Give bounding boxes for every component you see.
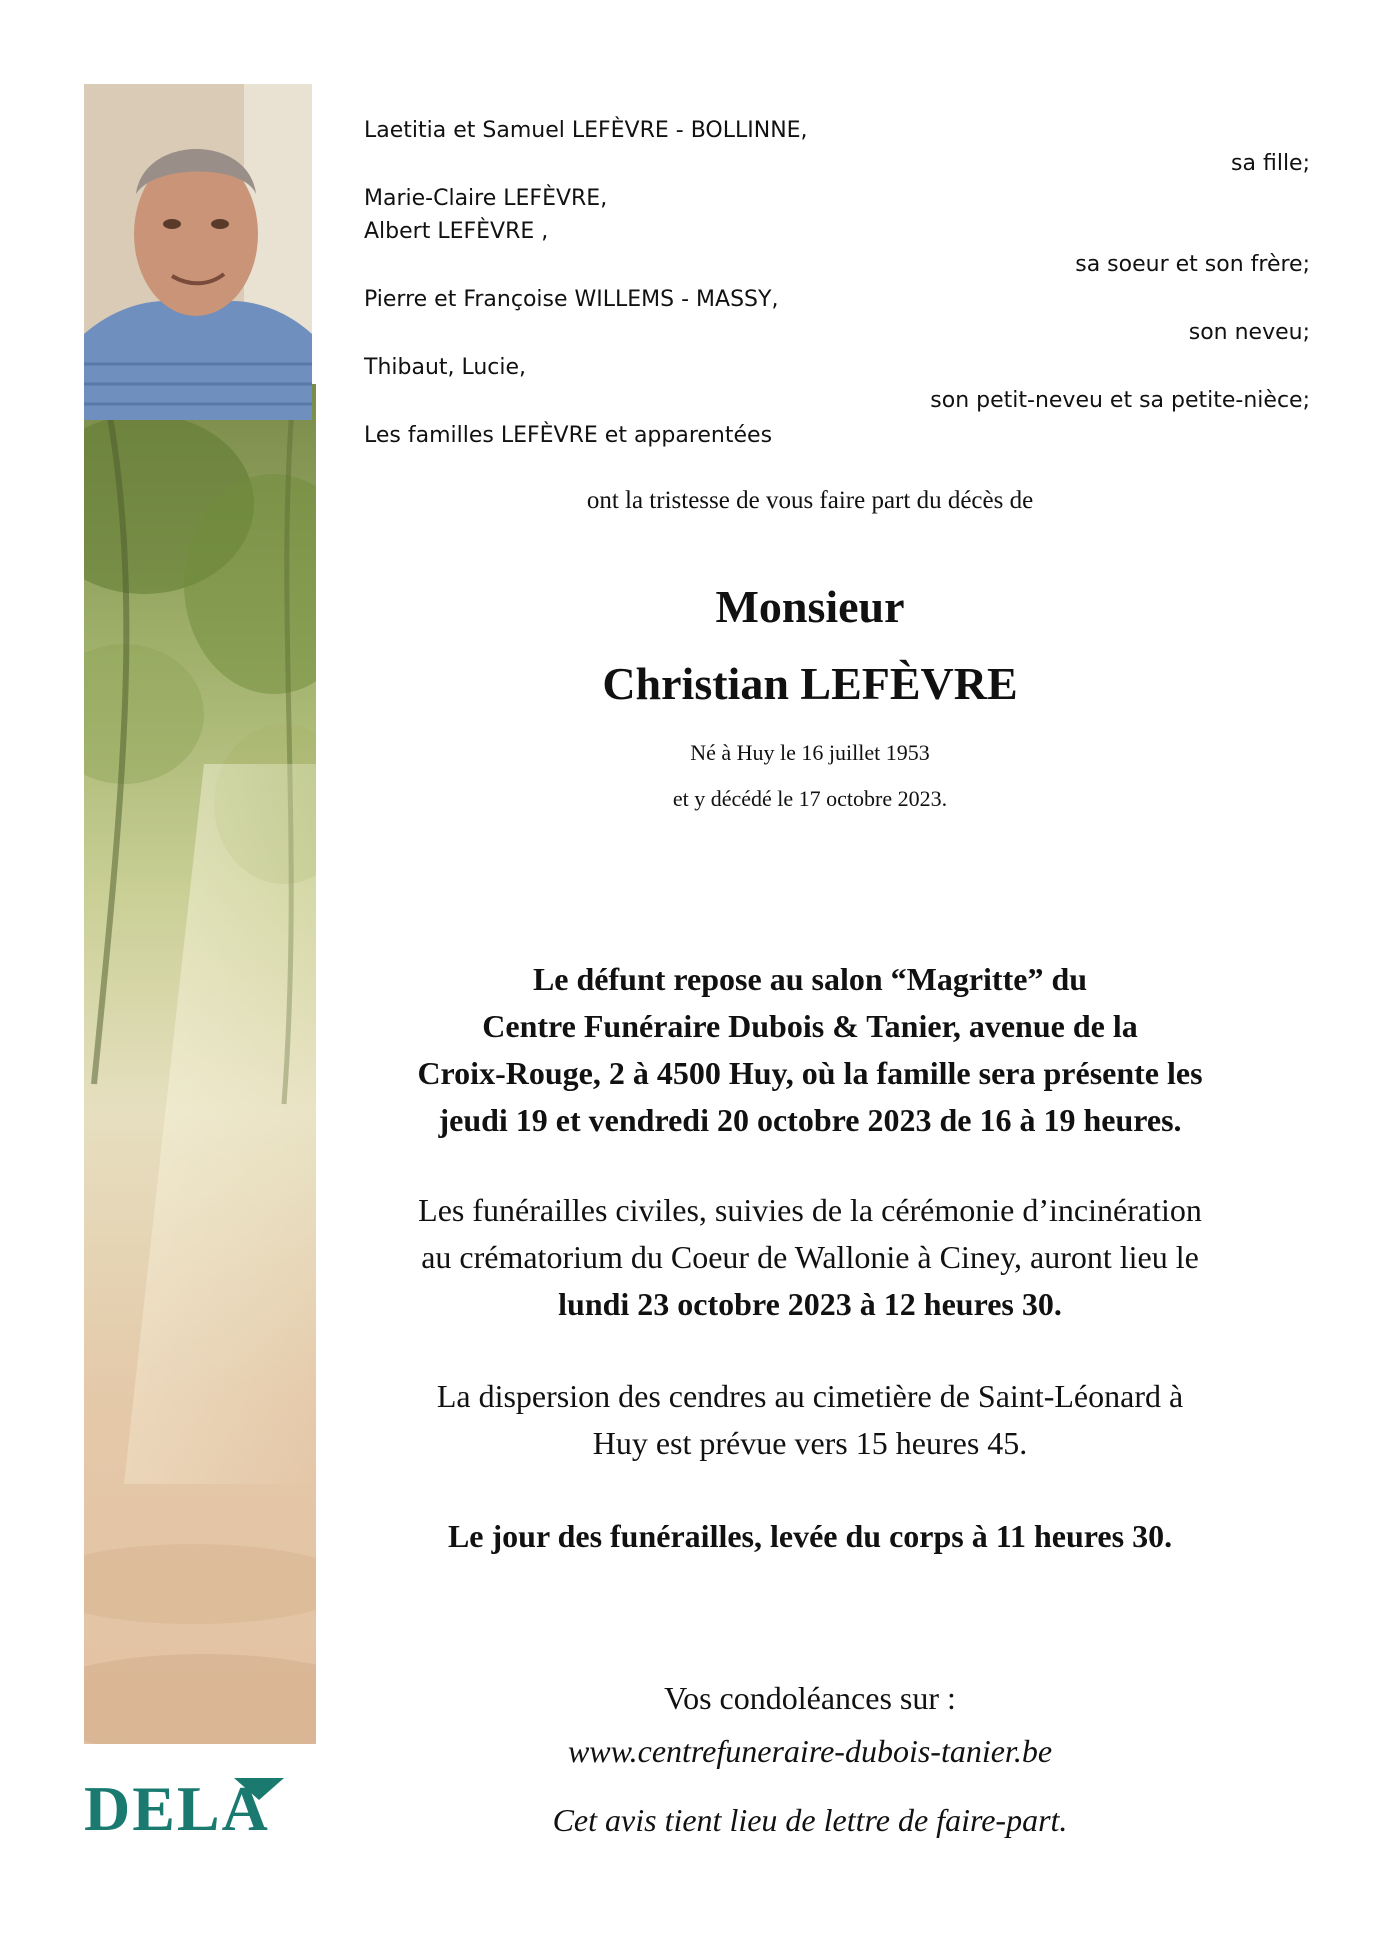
website-link[interactable]: www.centrefuneraire-dubois-tanier.be <box>567 1733 1053 1769</box>
announcement-intro: ont la tristesse de vous faire part du décès de <box>586 487 1034 514</box>
family-names-3: Pierre et Françoise WILLEMS - MASSY, <box>364 287 779 312</box>
portrait-photo <box>84 84 312 420</box>
dispersion-line: La dispersion des cendres au cimetière de Saint-Léonard à <box>436 1378 1184 1414</box>
repose-line: Le défunt repose au salon “Magritte” du <box>532 961 1088 997</box>
forest-path-image <box>84 384 316 1744</box>
notice-note: Cet avis tient lieu de lettre de faire-part. <box>552 1802 1068 1838</box>
funeral-paragraph <box>340 1187 1280 1328</box>
dispersion-line: Huy est prévue vers 15 heures 45. <box>592 1425 1028 1461</box>
funeral-line: au crématorium du Coeur de Wallonie à Ciney, auront lieu le <box>421 1239 1199 1275</box>
repose-line: Croix-Rouge, 2 à 4500 Huy, où la famille sera présente les <box>417 1055 1203 1091</box>
family-names-2b: Albert LEFÈVRE , <box>364 219 549 244</box>
condolences-label: Vos condoléances sur : <box>664 1680 956 1716</box>
funeral-date: lundi 23 octobre 2023 à 12 heures 30. <box>558 1286 1062 1322</box>
death-info: et y décédé le 17 octobre 2023. <box>672 786 948 811</box>
dela-logo <box>84 1770 316 1840</box>
side-image-column <box>84 84 316 1744</box>
family-relation-4: son petit-neveu et sa petite-nièce; <box>930 388 1310 413</box>
funeral-line: Les funérailles civiles, suivies de la cérémonie d’incinération <box>418 1192 1202 1228</box>
family-names-2a: Marie-Claire LEFÈVRE, <box>364 186 608 211</box>
birth-info: Né à Huy le 16 juillet 1953 <box>690 740 930 765</box>
levee-paragraph: Le jour des funérailles, levée du corps à 11 heures 30. <box>447 1518 1173 1554</box>
deceased-name: Christian LEFÈVRE <box>602 658 1018 709</box>
family-relation-1: sa fille; <box>1231 151 1310 176</box>
family-relation-3: son neveu; <box>1188 320 1310 345</box>
repose-line: Centre Funéraire Dubois & Tanier, avenue de la <box>482 1008 1138 1044</box>
family-names-4: Thibaut, Lucie, <box>364 355 527 380</box>
repose-line: jeudi 19 et vendredi 20 octobre 2023 de 16 à 19 heures. <box>438 1102 1182 1138</box>
repose-paragraph <box>340 956 1280 1144</box>
family-names-1: Laetitia et Samuel LEFÈVRE - BOLLINNE, <box>364 118 808 143</box>
dispersion-paragraph <box>340 1373 1280 1467</box>
family-relation-2: sa soeur et son frère; <box>1075 252 1310 277</box>
family-names-5: Les familles LEFÈVRE et apparentées <box>364 423 773 448</box>
svg-text:DELA: DELA <box>84 1773 270 1840</box>
deceased-title: Monsieur <box>715 581 905 632</box>
